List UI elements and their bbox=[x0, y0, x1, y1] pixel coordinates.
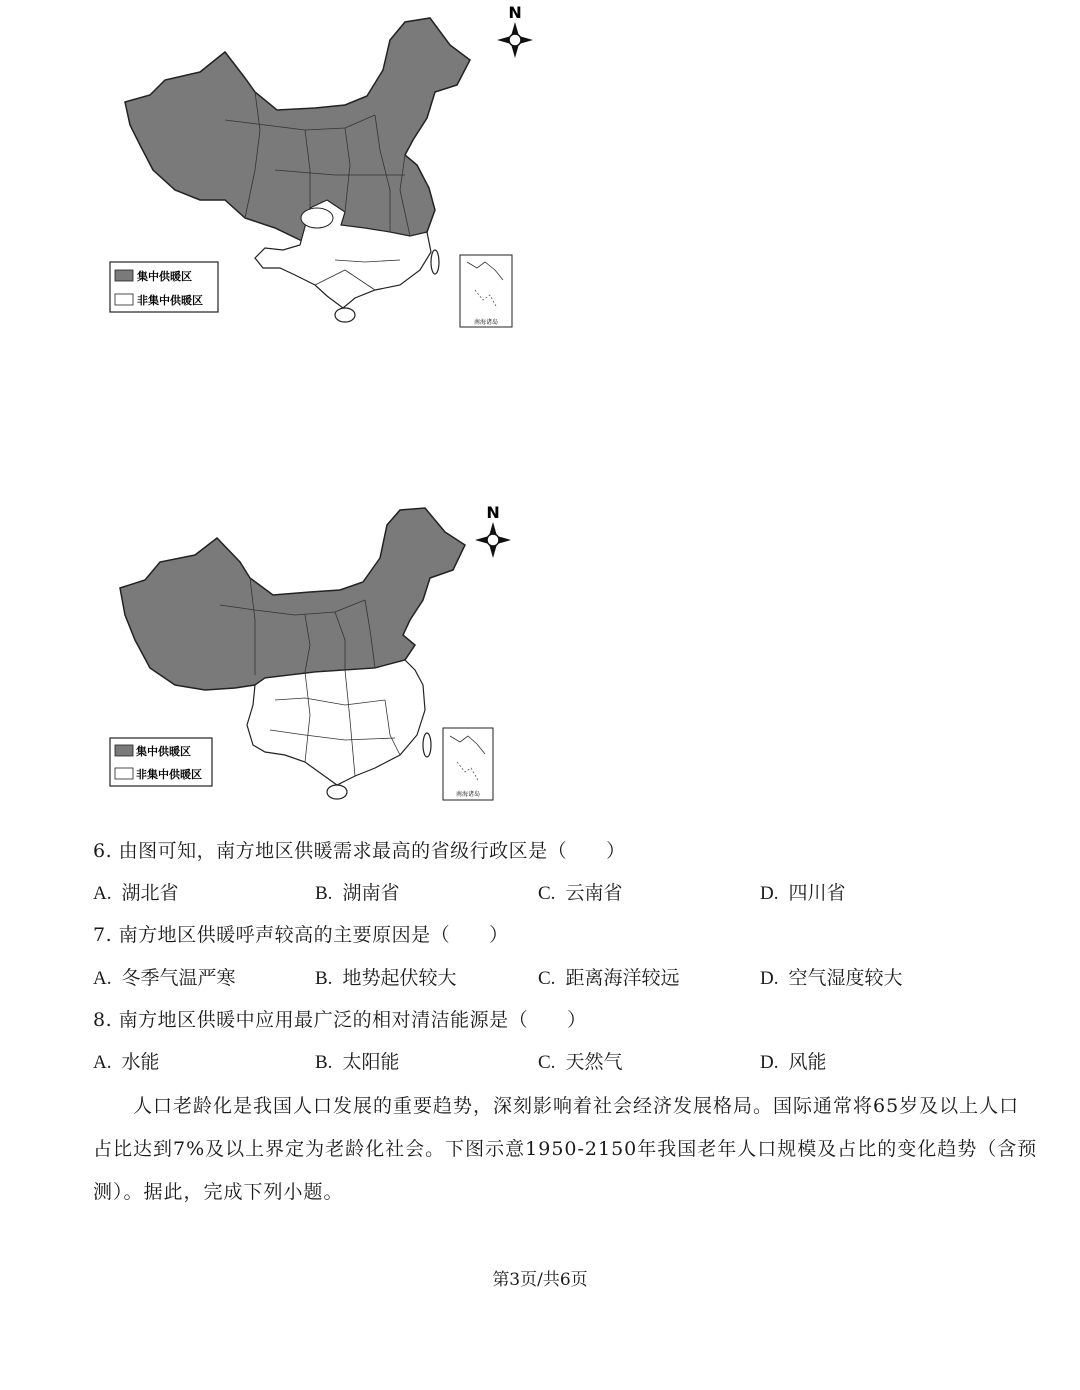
question-6-stem: 6. 由图可知，南方地区供暖需求最高的省级行政区是（ ） bbox=[93, 840, 626, 862]
passage-line-1: 人口老龄化是我国人口发展的重要趋势，深刻影响着社会经济发展格局。国际通常将65岁及以上人口 bbox=[133, 1095, 1020, 1117]
central-heating-region bbox=[125, 18, 470, 245]
legend-non-central-label: 非集中供暖区 bbox=[137, 294, 203, 307]
heating-map-1 bbox=[105, 0, 535, 330]
south-china-sea-inset bbox=[443, 728, 493, 800]
q8-option-c[interactable]: C. 天然气 bbox=[538, 1051, 623, 1073]
heating-map-2 bbox=[105, 500, 535, 810]
inset-label: 南海诸岛 bbox=[455, 791, 481, 798]
page-footer: 第3页/共6页 bbox=[492, 1270, 588, 1290]
hainan-island bbox=[335, 308, 355, 322]
q8-option-b[interactable]: B. 太阳能 bbox=[315, 1051, 400, 1073]
inset-label: 南海诸岛 bbox=[473, 319, 499, 326]
q8-option-d[interactable]: D. 风能 bbox=[760, 1051, 827, 1073]
non-central-heating-region bbox=[247, 660, 425, 785]
q6-option-d[interactable]: D. 四川省 bbox=[760, 882, 846, 904]
q7-option-c[interactable]: C. 距离海洋较远 bbox=[538, 967, 680, 989]
legend-non-central-label: 非集中供暖区 bbox=[136, 768, 202, 781]
map-legend bbox=[110, 738, 212, 786]
compass-icon bbox=[475, 503, 511, 558]
north-label: N bbox=[508, 3, 522, 22]
passage-line-2: 占比达到7%及以上界定为老龄化社会。下图示意1950-2150年我国老年人口规模及占比的变化趋势（含预 bbox=[93, 1138, 1038, 1160]
south-china-sea-inset bbox=[460, 255, 512, 327]
q7-option-d[interactable]: D. 空气湿度较大 bbox=[760, 967, 903, 989]
map-legend bbox=[110, 262, 218, 312]
q7-option-b[interactable]: B. 地势起伏较大 bbox=[315, 967, 457, 989]
question-8-stem: 8. 南方地区供暖中应用最广泛的相对清洁能源是（ ） bbox=[93, 1009, 587, 1031]
hainan-island bbox=[327, 785, 347, 799]
taiwan-island bbox=[431, 250, 439, 274]
q8-option-a[interactable]: A. 水能 bbox=[93, 1051, 160, 1073]
question-7-stem: 7. 南方地区供暖呼声较高的主要原因是（ ） bbox=[93, 924, 509, 946]
central-heating-region bbox=[120, 508, 465, 690]
compass-icon bbox=[497, 3, 533, 58]
q7-option-a[interactable]: A. 冬季气温严寒 bbox=[93, 967, 236, 989]
legend-central-label: 集中供暖区 bbox=[136, 745, 191, 758]
q6-option-c[interactable]: C. 云南省 bbox=[538, 882, 623, 904]
taiwan-island bbox=[423, 733, 431, 757]
north-label: N bbox=[486, 503, 500, 522]
passage-line-3: 测）。据此，完成下列小题。 bbox=[93, 1181, 344, 1203]
legend-central-label: 集中供暖区 bbox=[137, 270, 192, 283]
q6-option-a[interactable]: A. 湖北省 bbox=[93, 882, 179, 904]
q6-option-b[interactable]: B. 湖南省 bbox=[315, 882, 400, 904]
